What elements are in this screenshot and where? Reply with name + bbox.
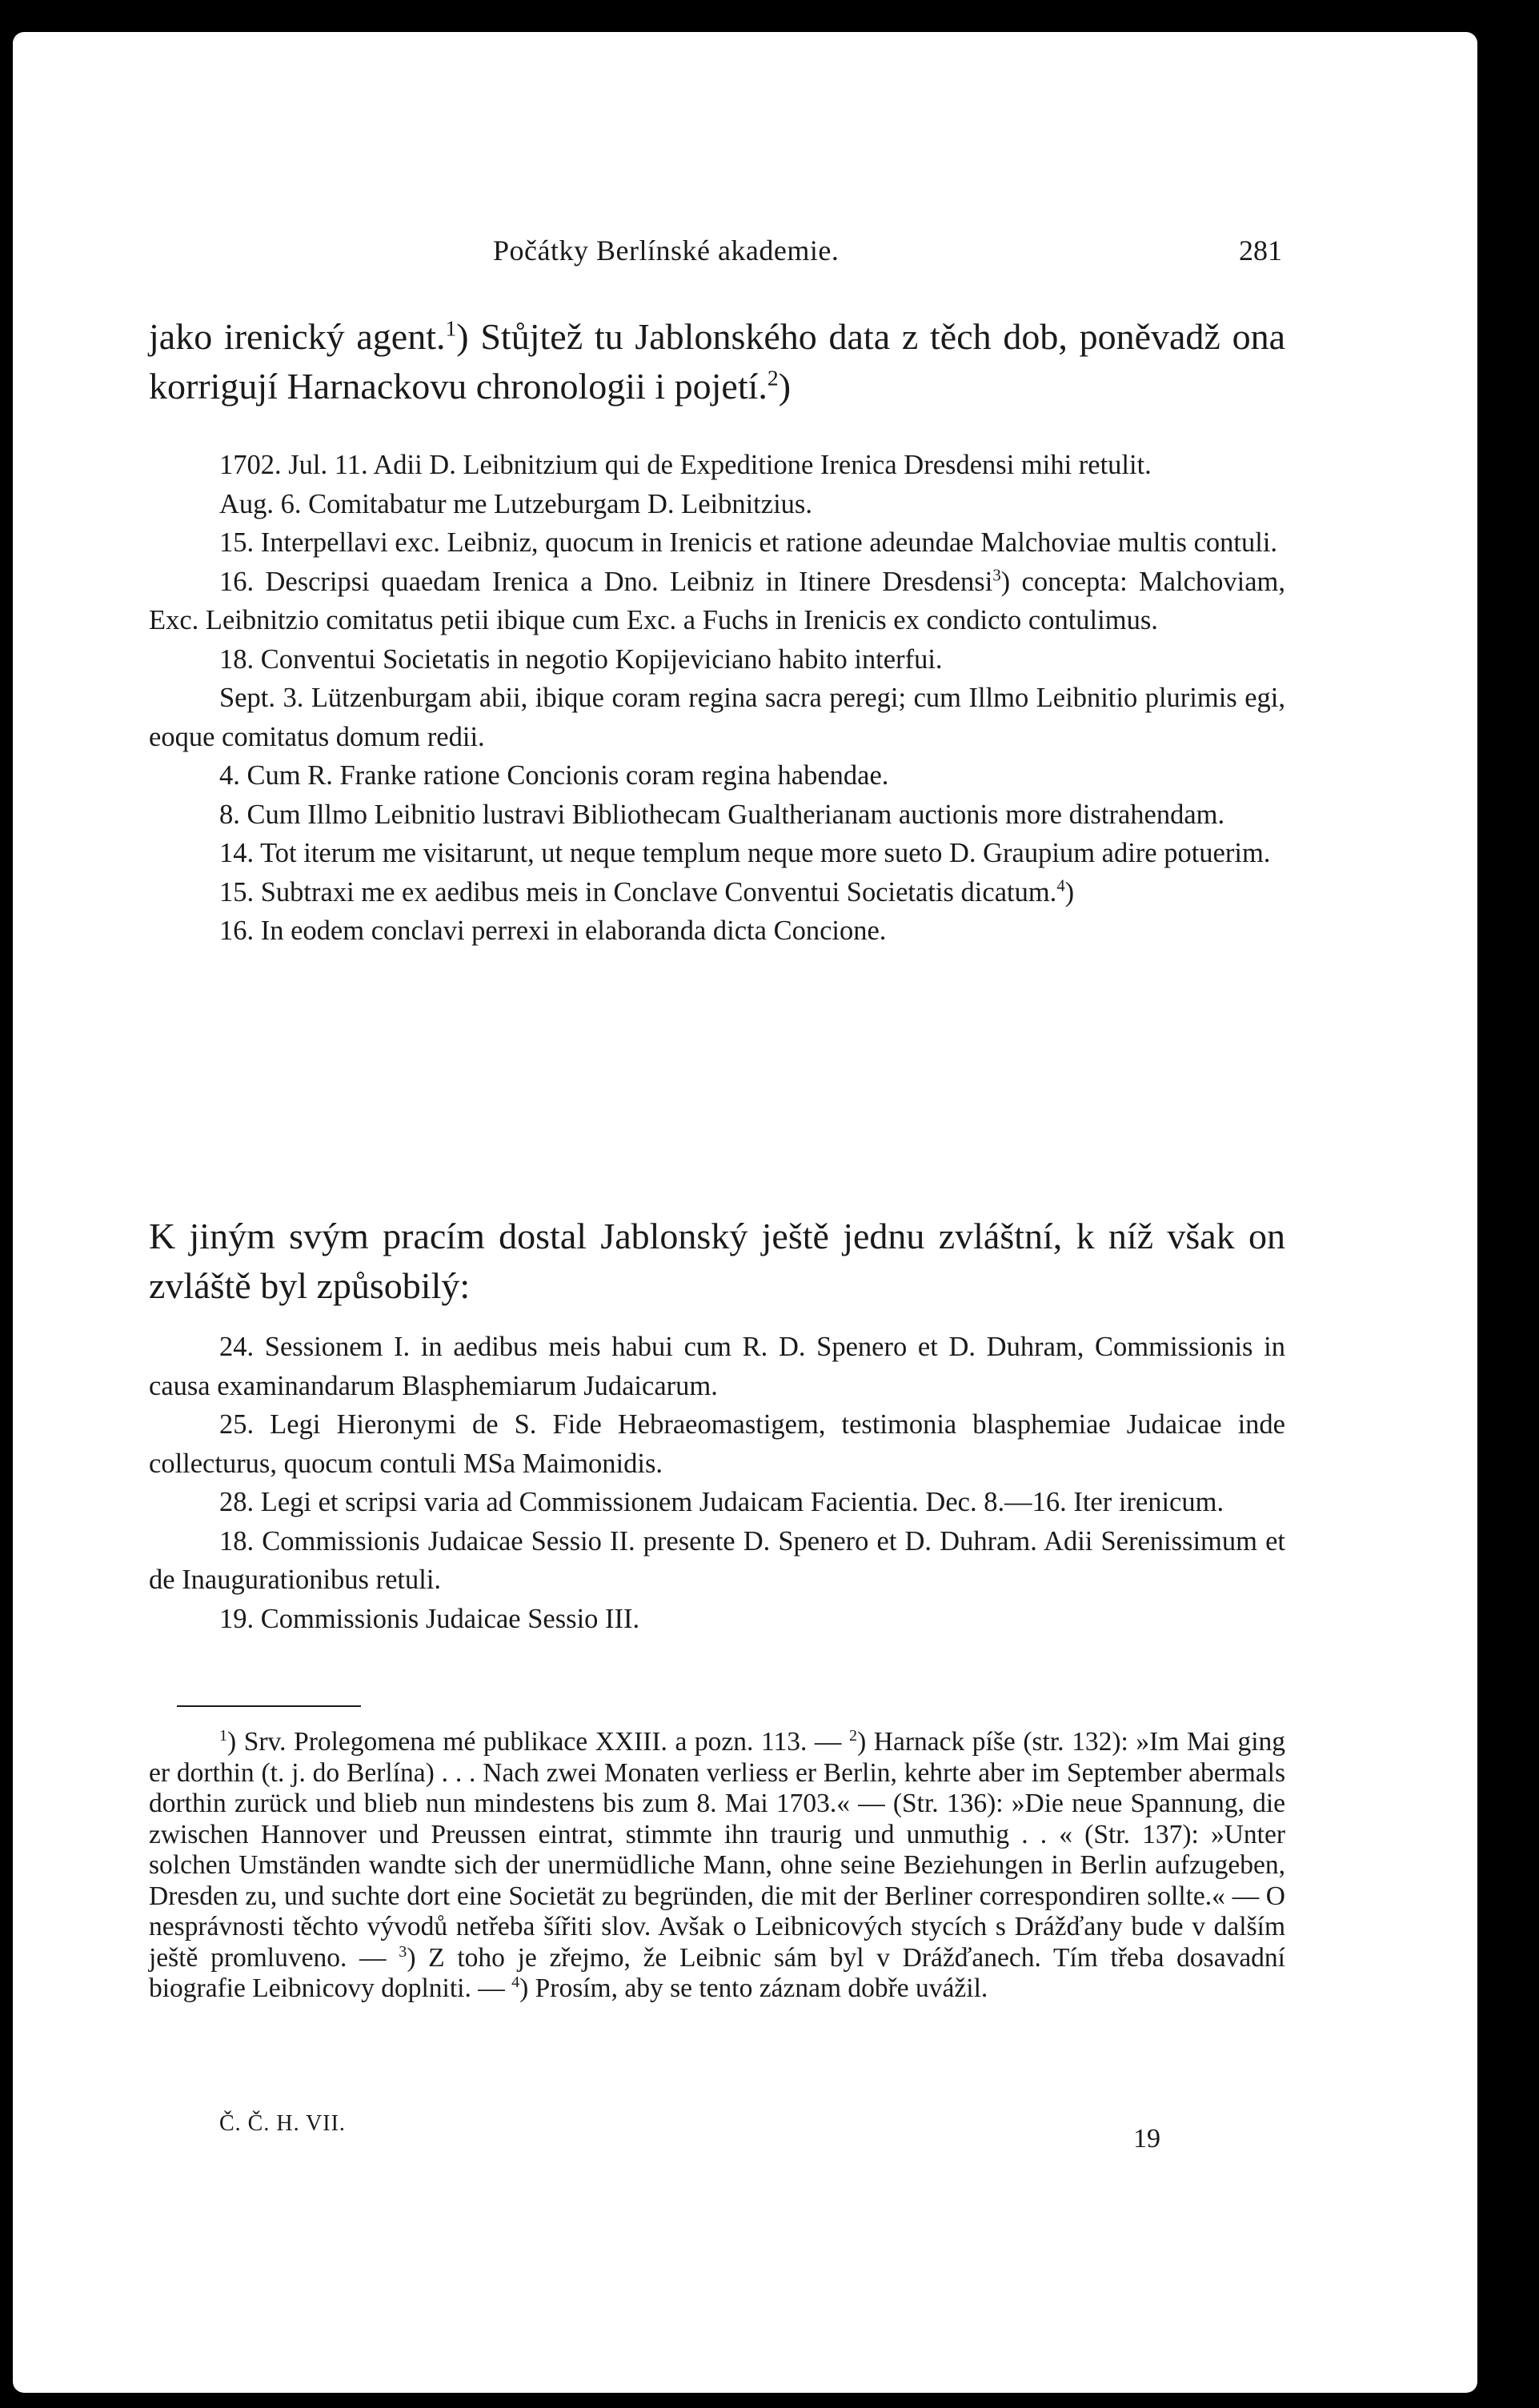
intro-text-3: ) xyxy=(778,366,792,407)
footnote-body: ) Harnack píše (str. 132): »Im Mai ging er dorthin (t. j. do Berlína) . . . Nach zwei Monaten verliess er Berlin, kehrte aber im September abermals dorthin zurück und blieb nun mindestens bis zum 8. Mai 1703.« — (Str. 136): »Die neue Spannung, die zwischen Hannover und Preussen eintrat, stimmte ihn traurig und unmuthig . . « (Str. 137): »Unter solchen Umständen wandte sich der unermüdliche Mann, ohne seine Beziehungen in Berlin aufzugeben, Dresden zu, und suchte dort eine Societät zu begründen, die mit der Berliner correspondiren sollte.« — O nesprávnosti těchto vývodů netřeba šířiti slov. Avšak o Leibnicových stycích s Drážďany bude v dalším ještě promluveno. — xyxy=(149,1727,1285,1973)
diary-entry-with-note xyxy=(149,563,1285,640)
intro-text-1: jako irenický agent. xyxy=(149,316,446,357)
diary-entry-with-note xyxy=(149,873,1285,912)
diary-entry: 18. Commissionis Judaicae Sessio II. presente D. Spenero et D. Duhram. Adii Serenissimum et de Inaugurationibus retuli. xyxy=(149,1525,1285,1595)
diary-entry: 4. Cum R. Franke ratione Concionis coram regina habendae. xyxy=(219,760,889,791)
footnote-marker: 2 xyxy=(849,1726,858,1745)
footnote-marker: 1 xyxy=(219,1726,228,1745)
footnote-body: ) Prosím, aby se tento záznam dobře uvážil. xyxy=(519,1973,988,2003)
diary-entry: 14. Tot iterum me visitarunt, ut neque templum neque more sueto D. Graupium adire potuerim. xyxy=(219,838,1271,868)
footnote-marker: 3 xyxy=(399,1942,407,1961)
printer-signature: Č. Č. H. VII. xyxy=(219,2111,346,2136)
diary-entry: 24. Sessionem I. in aedibus meis habui cum R. D. Spenero et D. Duhram, Commissionis in causa examinandarum Blasphemiarum Judaicarum. xyxy=(149,1332,1285,1401)
footnote-marker: 4 xyxy=(511,1973,520,1991)
footnote-body: ) Z toho je zřejmo, že Leibnic sám byl v Drážďanech. Tím třeba dosavadní biografie Leibnicovy doplniti. — xyxy=(149,1942,1285,2003)
footnote-ref-1: 1 xyxy=(445,315,457,341)
diary-entry: 18. Conventui Societatis in negotio Kopijeviciano habito interfui. xyxy=(219,643,943,675)
diary-entry: 16. In eodem conclavi perrexi in elaboranda dicta Concione. xyxy=(219,916,887,946)
footnote-text xyxy=(149,1727,1285,2005)
diary-entry: Sept. 3. Lützenburgam abii, ibique coram regina sacra peregi; cum Illmo Leibnitio plurimis egi, eoque comitatus domum redii. xyxy=(149,683,1285,752)
footnote-ref-4: 4 xyxy=(1056,877,1065,895)
diary-entry: Aug. 6. Comitabatur me Lutzeburgam D. Leibnitzius. xyxy=(219,488,812,519)
diary-entry-text: 16. Descripsi quaedam Irenica a Dno. Leibniz in Itinere Dresdensi xyxy=(219,566,993,597)
intro-text-2: ) Stůjtež tu Jablonského data z těch dob, poněvadž ona korrigují Harnackovu chronologii i pojetí. xyxy=(149,316,1285,407)
diary-entry: 1702. Jul. 11. Adii D. Leibnitzium qui de Expeditione Irenica Dresdensi mihi retulit. xyxy=(219,450,1152,480)
diary-entry: 19. Commissionis Judaicae Sessio III. xyxy=(219,1603,640,1634)
body-paragraph: K jiným svým pracím dostal Jablonský ještě jednu zvláštní, k níž však on zvláště byl způsobilý: xyxy=(149,1216,1285,1306)
sheet-number: 19 xyxy=(1133,2124,1160,2154)
diary-entry-text: 15. Subtraxi me ex aedibus meis in Conclave Conventui Societatis dicatum. xyxy=(219,876,1057,908)
footnote-ref-2: 2 xyxy=(767,365,779,391)
diary-entry: 25. Legi Hieronymi de S. Fide Hebraeomastigem, testimonia blasphemiae Judaicae inde collecturus, quocum contuli MSa Maimonidis. xyxy=(149,1409,1285,1479)
diary-block-1 xyxy=(149,446,1285,951)
footnote-ref-3: 3 xyxy=(992,567,1001,584)
diary-entry: 28. Legi et scripsi varia ad Commissionem Judaicam Facientia. Dec. 8.—16. Iter irenicum. xyxy=(219,1487,1224,1517)
diary-entry-text: ) concepta: Malchoviam, Exc. Leibnitzio comitatus petii ibique cum Exc. a Fuchs in Irenicis ex condicto contulimus. xyxy=(149,566,1286,635)
footnotes xyxy=(149,1727,1285,2005)
intro-paragraph xyxy=(149,312,1285,411)
diary-entry-text: ) xyxy=(1064,876,1075,908)
diary-entry: 8. Cum Illmo Leibnitio lustravi Bibliothecam Gualtherianam auctionis more distrahendam. xyxy=(219,799,1225,830)
diary-block-2 xyxy=(149,1328,1285,1638)
footnote-separator xyxy=(177,1705,361,1707)
diary-entry: 15. Interpellavi exc. Leibniz, quocum in Irenicis et ratione adeundae Malchoviae multis contuli. xyxy=(219,527,1278,558)
book-page xyxy=(13,32,1477,2393)
running-title: Počátky Berlínské akademie. xyxy=(493,234,840,266)
page-number: 281 xyxy=(1239,234,1282,266)
footnote-body: ) Srv. Prolegomena mé publikace XXIII. a pozn. 113. — xyxy=(227,1727,850,1757)
